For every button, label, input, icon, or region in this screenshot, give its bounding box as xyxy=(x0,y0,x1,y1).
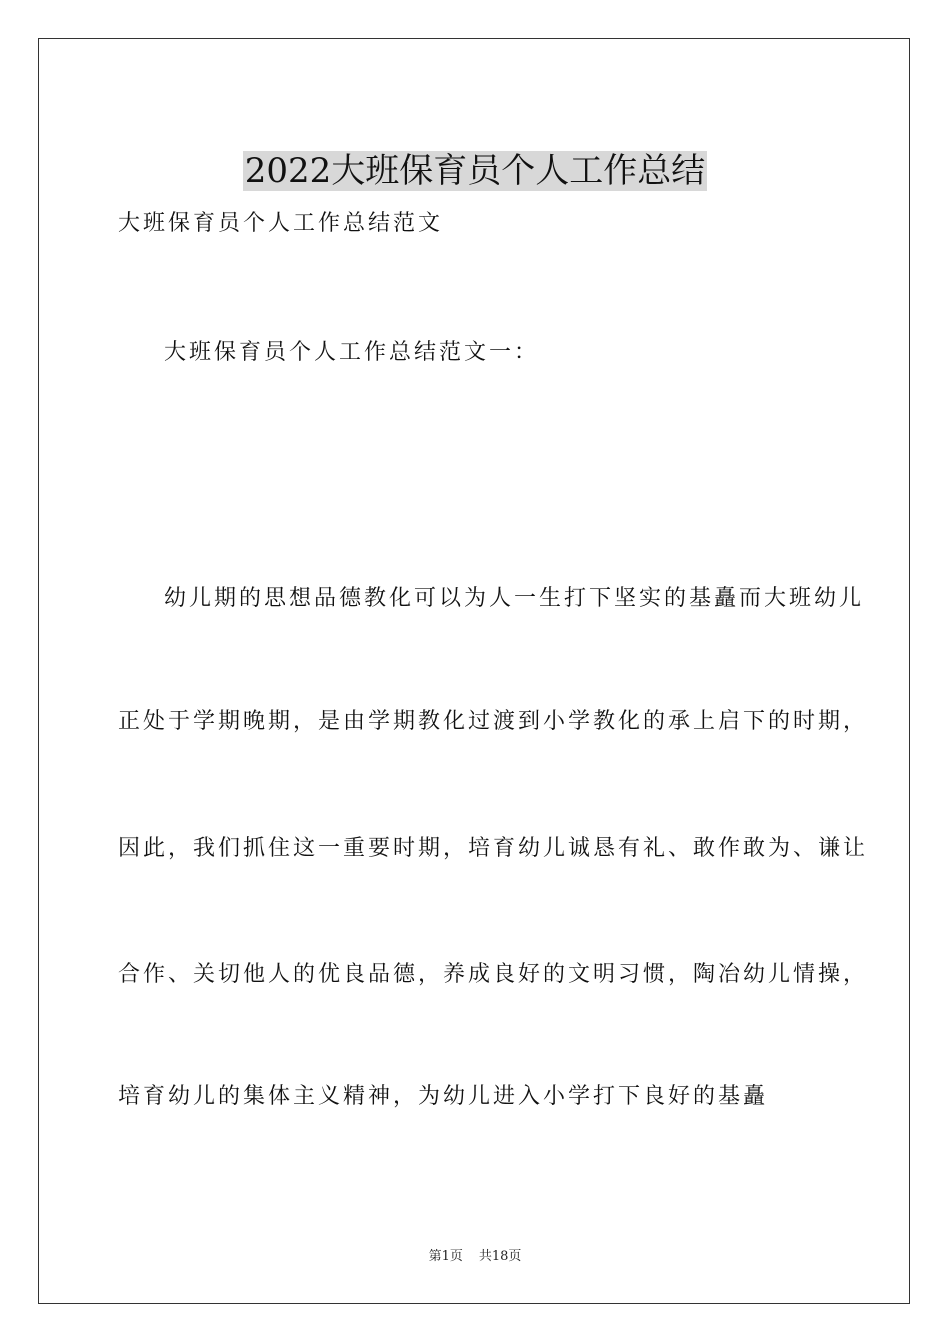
document-title-text: 2022大班保育员个人工作总结 xyxy=(244,150,706,191)
page-footer xyxy=(0,1248,950,1266)
page-number-current: 第1页 xyxy=(428,1249,463,1264)
body-line-2: 正处于学期晚期，是由学期教化过渡到小学教化的承上启下的时期， xyxy=(118,709,869,734)
section-heading: 大班保育员个人工作总结范文一： xyxy=(164,340,540,365)
body-line-3: 因此，我们抓住这一重要时期，培育幼儿诚恳有礼、敢作敢为、谦让 xyxy=(118,836,869,861)
page-number-total: 共18页 xyxy=(478,1249,522,1264)
body-line-4: 合作、关切他人的优良品德，养成良好的文明习惯，陶冶幼儿情操， xyxy=(118,962,869,987)
body-line-1: 幼儿期的思想品德教化可以为人一生打下坚实的基矗而大班幼儿 xyxy=(164,586,865,611)
body-line-5: 培育幼儿的集体主义精神，为幼儿进入小学打下良好的基矗 xyxy=(118,1084,769,1109)
document-subtitle: 大班保育员个人工作总结范文 xyxy=(118,211,444,236)
document-title xyxy=(0,149,950,193)
